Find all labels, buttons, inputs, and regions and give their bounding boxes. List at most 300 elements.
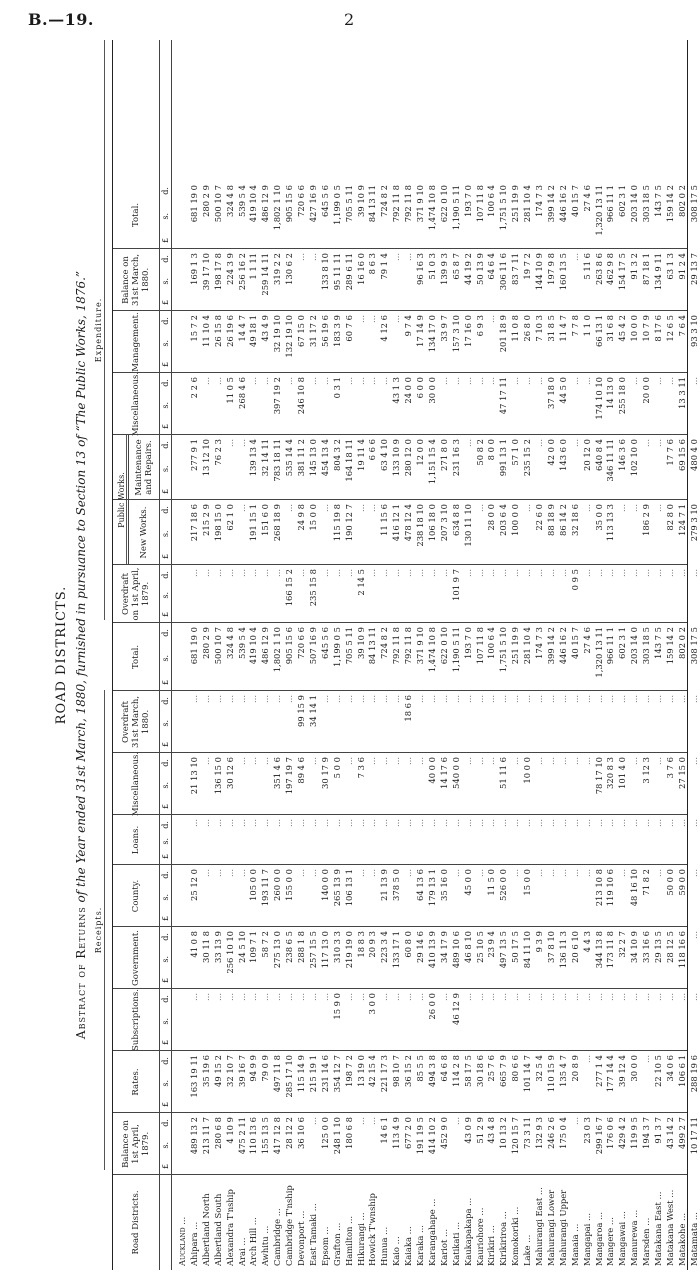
cell-loans: ... — [510, 819, 521, 827]
cell-misc: ... — [510, 757, 521, 765]
district-name: Alexandra T'nship — [224, 1189, 235, 1266]
cell-overdraft-1880: ... — [248, 695, 259, 703]
cell-new-works: 416 12 1 — [391, 504, 402, 542]
unit-label: s. — [161, 530, 170, 538]
cell-misc-exp: ... — [284, 377, 295, 385]
cell-balance-1880: 64 6 4 — [486, 253, 497, 280]
cell-subscriptions: ... — [248, 993, 259, 1001]
cell-subscriptions: ... — [403, 993, 414, 1001]
cell-misc-exp: 255 18 0 — [617, 377, 628, 415]
cell-balance-1880: 144 10 9 — [534, 253, 544, 291]
cell-new-works: 190 12 7 — [343, 504, 354, 542]
cell-balance: 43 0 9 — [462, 1117, 473, 1144]
table-row — [653, 40, 664, 1270]
cell-government: 41 0 8 — [188, 931, 199, 958]
cell-county: 260 0 0 — [272, 869, 283, 901]
cell-government: 24 5 10 — [236, 931, 247, 963]
cell-loans: ... — [534, 819, 544, 827]
cell-government: 33 13 9 — [212, 931, 223, 963]
unit-label: £ — [161, 361, 170, 367]
cell-new-works: ... — [617, 504, 628, 512]
column-header-new-works: New Works. — [139, 506, 149, 559]
cell-government: 4 4 3 — [581, 931, 592, 953]
cell-rates: 39 16 7 — [236, 1055, 247, 1087]
cell-loans: ... — [605, 819, 616, 827]
cell-overdraft-1880: ... — [284, 695, 295, 703]
cell-rates: 64 6 8 — [438, 1055, 449, 1082]
column-rule — [113, 248, 687, 249]
cell-management: ... — [367, 315, 378, 323]
cell-government: 223 3 4 — [379, 931, 390, 963]
cell-new-works: ... — [284, 504, 295, 512]
cell-overdraft-1879: ... — [676, 569, 687, 577]
column-rule — [113, 564, 687, 565]
cell-rates: 94 9 9 — [248, 1055, 259, 1082]
cell-management: 26 19 6 — [224, 315, 235, 347]
cell-county: 155 0 0 — [284, 869, 295, 901]
cell-rates: 79 0 9 — [260, 1055, 271, 1082]
cell-rates: 25 7 6 — [486, 1055, 497, 1082]
cell-government: 30 11 8 — [200, 931, 211, 963]
cell-overdraft-1879: 166 15 2 — [284, 569, 295, 607]
cell-subscriptions: ... — [545, 993, 556, 1001]
cell-maintenance: 63 4 10 — [379, 439, 390, 471]
units-header — [161, 871, 170, 921]
column-header-misc: Miscellaneous. — [131, 751, 141, 817]
cell-loans: ... — [403, 819, 414, 827]
cell-misc-exp: ... — [581, 377, 592, 385]
report-code: B.—19. — [28, 10, 94, 29]
cell-total-exp: 84 13 11 — [367, 185, 378, 223]
cell-overdraft-1880: ... — [534, 695, 544, 703]
cell-county: ... — [450, 869, 461, 877]
cell-overdraft-1879: 235 15 8 — [307, 569, 318, 607]
cell-new-works: 217 18 6 — [188, 504, 199, 542]
cell-county: ... — [200, 869, 211, 877]
cell-total: 486 12 9 — [260, 627, 271, 665]
cell-maintenance: 381 11 2 — [296, 439, 306, 477]
cell-total-exp: 280 2 9 — [200, 185, 211, 217]
cell-county: ... — [236, 869, 247, 877]
cell-county: 64 13 6 — [415, 869, 425, 901]
district-name: Cambridge T'nship — [284, 1185, 295, 1266]
cell-total-exp: 905 15 6 — [284, 185, 295, 223]
cell-government: 288 1 8 — [296, 931, 306, 963]
cell-total-exp: 203 14 0 — [629, 185, 640, 223]
cell-maintenance: 280 12 0 — [403, 439, 414, 477]
cell-loans: ... — [355, 819, 366, 827]
cell-balance-1880: 16 16 0 — [355, 253, 366, 285]
column-rule — [113, 926, 687, 927]
cell-rates: 22 10 5 — [653, 1055, 663, 1087]
cell-misc: ... — [545, 757, 556, 765]
cell-county: ... — [653, 869, 663, 877]
cell-management: 11 0 8 — [510, 315, 521, 342]
cell-management: 11 4 7 — [557, 315, 568, 342]
cell-balance-1880: 306 11 6 — [498, 253, 509, 291]
cell-loans: ... — [545, 819, 556, 827]
cell-total-exp: 303 18 5 — [641, 185, 652, 223]
cell-county: ... — [534, 869, 544, 877]
district-name: Mangaroa ... — [593, 1211, 604, 1266]
table-row — [189, 40, 200, 1270]
cell-rates: 497 11 8 — [272, 1055, 283, 1093]
cell-subscriptions: ... — [296, 993, 306, 1001]
cell-misc-exp: ... — [486, 377, 497, 385]
cell-maintenance: 535 14 4 — [284, 439, 295, 477]
cell-subscriptions: ... — [391, 993, 402, 1001]
table-row — [451, 40, 462, 1270]
cell-county: 59 0 0 — [676, 869, 687, 896]
cell-subscriptions: ... — [581, 993, 592, 1001]
cell-subscriptions: ... — [569, 993, 580, 1001]
cell-total-exp: 371 9 10 — [415, 185, 425, 223]
cell-total: 539 5 4 — [236, 627, 247, 659]
cell-balance: 51 2 9 — [474, 1117, 485, 1144]
cell-maintenance: 143 6 0 — [557, 439, 568, 471]
cell-subscriptions: ... — [236, 993, 247, 1001]
cell-government: 84 11 10 — [522, 931, 533, 969]
cell-balance-1880: ... — [307, 253, 318, 261]
cell-overdraft-1879: ... — [605, 569, 616, 577]
cell-rates: 285 17 10 — [284, 1055, 295, 1098]
unit-label: s. — [161, 1017, 170, 1025]
cell-total: 324 4 8 — [224, 627, 235, 659]
column-header-overdraft-1880: Overdraft 31st March, 1880. — [121, 695, 151, 749]
cell-misc-exp: ... — [343, 377, 354, 385]
cell-balance: 677 2 0 — [403, 1117, 414, 1149]
cell-maintenance: 133 10 9 — [391, 439, 402, 477]
cell-management: 56 19 6 — [319, 315, 330, 347]
cell-total: 1,190 5 11 — [450, 627, 461, 673]
cell-overdraft-1879: ... — [367, 569, 378, 577]
cell-rates: 494 3 8 — [426, 1055, 437, 1087]
cell-overdraft-1880: ... — [212, 695, 223, 703]
cell-balance: 73 3 11 — [522, 1117, 533, 1149]
cell-overdraft-1880: ... — [676, 695, 687, 703]
cell-management: 67 15 0 — [296, 315, 306, 347]
cell-overdraft-1880: ... — [319, 695, 330, 703]
cell-subscriptions: ... — [462, 993, 473, 1001]
cell-misc-exp: ... — [688, 377, 699, 385]
cell-misc: ... — [307, 757, 318, 765]
district-name: Matakana East ... — [653, 1191, 663, 1266]
cell-rates: 198 7 2 — [343, 1055, 354, 1087]
cell-misc: ... — [343, 757, 354, 765]
cell-rates: 42 15 4 — [367, 1055, 378, 1087]
units-header — [161, 697, 170, 747]
cell-balance: 4 10 9 — [224, 1117, 235, 1144]
cell-overdraft-1879: ... — [236, 569, 247, 577]
cell-total: 159 14 2 — [664, 627, 675, 665]
cell-rates: 231 14 6 — [319, 1055, 330, 1093]
cell-balance: 280 6 8 — [212, 1117, 223, 1149]
cell-subscriptions: ... — [343, 993, 354, 1001]
cell-loans: ... — [319, 819, 330, 827]
cell-total-exp: 705 5 11 — [343, 185, 354, 223]
cell-total-exp: 966 11 1 — [605, 185, 616, 223]
unit-label: £ — [161, 423, 170, 429]
cell-total: 174 7 3 — [534, 627, 544, 659]
cell-balance-1880: 198 17 8 — [212, 253, 223, 291]
district-name: Epsom ... — [319, 1226, 330, 1266]
column-header-loans: Loans. — [131, 825, 141, 855]
cell-rates: 354 12 7 — [331, 1055, 342, 1093]
cell-loans: ... — [426, 819, 437, 827]
cell-total: 905 15 6 — [284, 627, 295, 665]
cell-management: 10 0 0 — [629, 315, 640, 342]
table-row — [308, 40, 319, 1270]
cell-subscriptions: ... — [629, 993, 640, 1001]
cell-management: 31 8 5 — [545, 315, 556, 342]
unit-label: £ — [161, 1163, 170, 1169]
district-name: Arai ... — [236, 1237, 247, 1266]
cell-misc-exp: 47 17 11 — [498, 377, 509, 415]
cell-total-exp: 419 10 4 — [248, 185, 259, 223]
cell-misc-exp: ... — [355, 377, 366, 385]
cell-county: ... — [474, 869, 485, 877]
cell-balance-1880: ... — [569, 253, 580, 261]
cell-county: ... — [307, 869, 318, 877]
cell-loans: ... — [296, 819, 306, 827]
cell-balance: 155 13 5 — [260, 1117, 271, 1155]
cell-misc: 540 0 0 — [450, 757, 461, 789]
district-name: Lake ... — [522, 1234, 533, 1266]
cell-total: 280 2 9 — [200, 627, 211, 659]
cell-total: 724 8 2 — [379, 627, 390, 659]
cell-balance: 175 0 4 — [557, 1117, 568, 1149]
cell-misc: ... — [403, 757, 414, 765]
cell-subscriptions: ... — [224, 993, 235, 1001]
table-row — [594, 40, 605, 1270]
cell-new-works: 11 15 6 — [379, 504, 390, 536]
cell-misc-exp: 0 3 1 — [331, 377, 342, 399]
cell-management: 6 9 3 — [474, 315, 485, 337]
cell-misc: ... — [557, 757, 568, 765]
cell-maintenance: 102 10 0 — [629, 439, 640, 477]
cell-new-works: 35 0 0 — [593, 504, 604, 531]
cell-total-exp: 622 0 10 — [438, 185, 449, 223]
cell-misc-exp: 44 5 0 — [557, 377, 568, 404]
cell-rates: 114 2 8 — [450, 1055, 461, 1087]
cell-overdraft-1880: ... — [510, 695, 521, 703]
cell-balance-1880: 51 0 3 — [426, 253, 437, 280]
cell-total: 446 16 2 — [557, 627, 568, 665]
cell-overdraft-1880: ... — [522, 695, 533, 703]
cell-overdraft-1880: ... — [629, 695, 640, 703]
cell-total-exp: 193 7 0 — [462, 185, 473, 217]
cell-management: 4 12 6 — [379, 315, 390, 342]
table-row — [486, 40, 497, 1270]
cell-rates: 135 4 7 — [557, 1055, 568, 1087]
column-rule — [113, 1050, 687, 1051]
cell-rates: 39 12 4 — [617, 1055, 628, 1087]
unit-label: d. — [161, 629, 170, 637]
table-row — [510, 40, 521, 1270]
cell-misc-exp: 397 19 2 — [272, 377, 283, 415]
cell-misc: 10 0 0 — [522, 757, 533, 784]
cell-government: 256 10 10 — [224, 931, 235, 974]
cell-overdraft-1880: ... — [343, 695, 354, 703]
unit-label: s. — [161, 277, 170, 285]
cell-county: ... — [545, 869, 556, 877]
district-name: Matakana West ... — [664, 1189, 675, 1266]
cell-management: 66 13 1 — [593, 315, 604, 347]
cell-total: 1,802 1 10 — [272, 627, 283, 673]
cell-loans: ... — [498, 819, 509, 827]
cell-county: ... — [212, 869, 223, 877]
cell-maintenance: 145 13 0 — [307, 439, 318, 477]
cell-subscriptions: ... — [272, 993, 283, 1001]
cell-new-works: 268 18 9 — [272, 504, 283, 542]
cell-subscriptions: ... — [510, 993, 521, 1001]
unit-label: s. — [161, 837, 170, 845]
cell-balance: ... — [569, 1117, 580, 1125]
cell-misc-exp: ... — [474, 377, 485, 385]
cell-maintenance: 235 15 2 — [522, 439, 533, 477]
cell-government: 18 8 3 — [355, 931, 366, 958]
units-header — [161, 441, 170, 494]
cell-rates: 215 19 1 — [307, 1055, 318, 1093]
table-row — [201, 40, 212, 1270]
cell-overdraft-1879: ... — [629, 569, 640, 577]
cell-rates: 49 15 2 — [212, 1055, 223, 1087]
table-row — [427, 40, 438, 1270]
column-header-management: Management. — [131, 312, 141, 372]
unit-label: s. — [161, 339, 170, 347]
cell-misc: ... — [569, 757, 580, 765]
cell-maintenance: 57 1 0 — [510, 439, 521, 466]
unit-label: £ — [161, 553, 170, 559]
cell-subscriptions: ... — [260, 993, 271, 1001]
cell-misc-exp: ... — [367, 377, 378, 385]
cell-balance-1880: 134 9 11 — [653, 253, 663, 291]
cell-misc: 30 12 6 — [224, 757, 235, 789]
cell-total-exp: 40 15 7 — [569, 185, 580, 217]
column-rule — [113, 499, 687, 500]
district-name: Katikati ... — [450, 1221, 461, 1266]
cell-subscriptions: ... — [188, 993, 199, 1001]
cell-county: ... — [296, 869, 306, 877]
cell-overdraft-1880: ... — [557, 695, 568, 703]
cell-total-exp: 724 8 2 — [379, 185, 390, 217]
cell-balance-1880: 263 8 6 — [593, 253, 604, 285]
district-name: Albertland North — [200, 1193, 211, 1266]
district-name: Mahurangi Lower — [545, 1189, 556, 1266]
cell-overdraft-1880: ... — [605, 695, 616, 703]
cell-balance: 113 4 9 — [391, 1117, 402, 1149]
unit-label: d. — [161, 821, 170, 829]
district-name: Kaiaka ... — [403, 1226, 414, 1266]
cell-loans: ... — [391, 819, 402, 827]
column-header-government: Government. — [131, 930, 141, 986]
cell-total-exp: 143 7 5 — [653, 185, 663, 217]
cell-new-works: 151 6 0 — [260, 504, 271, 536]
cell-misc-exp: 174 10 10 — [593, 377, 604, 420]
cell-county: 193 11 7 — [260, 869, 271, 907]
cell-rates: 177 14 4 — [605, 1055, 616, 1093]
cell-balance: 36 10 6 — [296, 1117, 306, 1149]
section-expenditure: Expenditure. — [94, 40, 105, 620]
cell-misc: ... — [534, 757, 544, 765]
cell-subscriptions: ... — [557, 993, 568, 1001]
cell-management: 157 3 10 — [450, 315, 461, 353]
table-row — [629, 40, 640, 1270]
cell-maintenance: 42 0 0 — [545, 439, 556, 466]
cell-new-works: 113 13 3 — [605, 504, 616, 542]
cell-new-works: 124 7 1 — [676, 504, 687, 536]
cell-misc: ... — [688, 757, 699, 765]
cell-total-exp: 486 12 9 — [260, 185, 271, 223]
table-row — [689, 40, 700, 1270]
cell-total-exp: 1,751 5 10 — [498, 185, 509, 231]
table-row — [296, 40, 307, 1270]
cell-misc-exp: 6 0 0 — [415, 377, 425, 399]
cell-misc: ... — [462, 757, 473, 765]
cell-total: 1,751 5 10 — [498, 627, 509, 673]
cell-management: 8 17 6 — [653, 315, 663, 342]
cell-management: 7 6 4 — [676, 315, 687, 337]
cell-overdraft-1879: ... — [248, 569, 259, 577]
district-name: Kaukapakapa ... — [462, 1197, 473, 1266]
cell-county: ... — [367, 869, 378, 877]
cell-government: 37 8 10 — [545, 931, 556, 963]
cell-total-exp: 446 16 2 — [557, 185, 568, 223]
cell-balance: 10 13 2 — [498, 1117, 509, 1149]
cell-maintenance: 480 4 0 — [688, 439, 699, 471]
cell-overdraft-1879: ... — [200, 569, 211, 577]
cell-government: 489 10 6 — [450, 931, 461, 969]
cell-total: 100 6 4 — [486, 627, 497, 659]
cell-management: 201 18 9 — [498, 315, 509, 353]
cell-misc: ... — [474, 757, 485, 765]
cell-balance: 499 2 7 — [676, 1117, 687, 1149]
cell-new-works: 186 2 9 — [641, 504, 652, 536]
district-name: East Tamaki ... — [307, 1203, 318, 1266]
cell-new-works: ... — [653, 504, 663, 512]
table-row — [677, 40, 688, 1270]
cell-overdraft-1880: ... — [593, 695, 604, 703]
cell-total: 308 17 5 — [688, 627, 699, 665]
cell-misc: 3 7 6 — [664, 757, 675, 779]
table-row — [498, 40, 509, 1270]
cell-total-exp: 324 4 8 — [224, 185, 235, 217]
cell-balance-1880: 319 2 2 — [272, 253, 283, 285]
cell-total: 27 4 6 — [581, 627, 592, 654]
cell-government: 410 13 9 — [426, 931, 437, 969]
cell-county: 35 16 0 — [438, 869, 449, 901]
cell-misc-exp: ... — [534, 377, 544, 385]
cell-new-works: 28 0 0 — [486, 504, 497, 531]
cell-loans: ... — [236, 819, 247, 827]
cell-balance-1880: 130 6 2 — [284, 253, 295, 285]
cell-overdraft-1879: ... — [486, 569, 497, 577]
cell-new-works: 215 2 9 — [200, 504, 211, 536]
unit-label: s. — [161, 955, 170, 963]
cell-new-works: 22 6 0 — [534, 504, 544, 531]
cell-balance: 176 0 6 — [605, 1117, 616, 1149]
cell-balance: 91 3 7 — [653, 1117, 663, 1144]
cell-total-exp: 27 4 6 — [581, 185, 592, 212]
column-header-maintenance: Maintenance and Repairs. — [134, 439, 154, 496]
cell-county: ... — [569, 869, 580, 877]
cell-management: 32 19 10 — [272, 315, 283, 353]
cell-total: 281 10 4 — [522, 627, 533, 665]
cell-overdraft-1880: ... — [462, 695, 473, 703]
cell-misc-exp: ... — [260, 377, 271, 385]
district-name: Kauriohore ... — [474, 1207, 485, 1266]
cell-maintenance: 69 15 6 — [676, 439, 687, 471]
